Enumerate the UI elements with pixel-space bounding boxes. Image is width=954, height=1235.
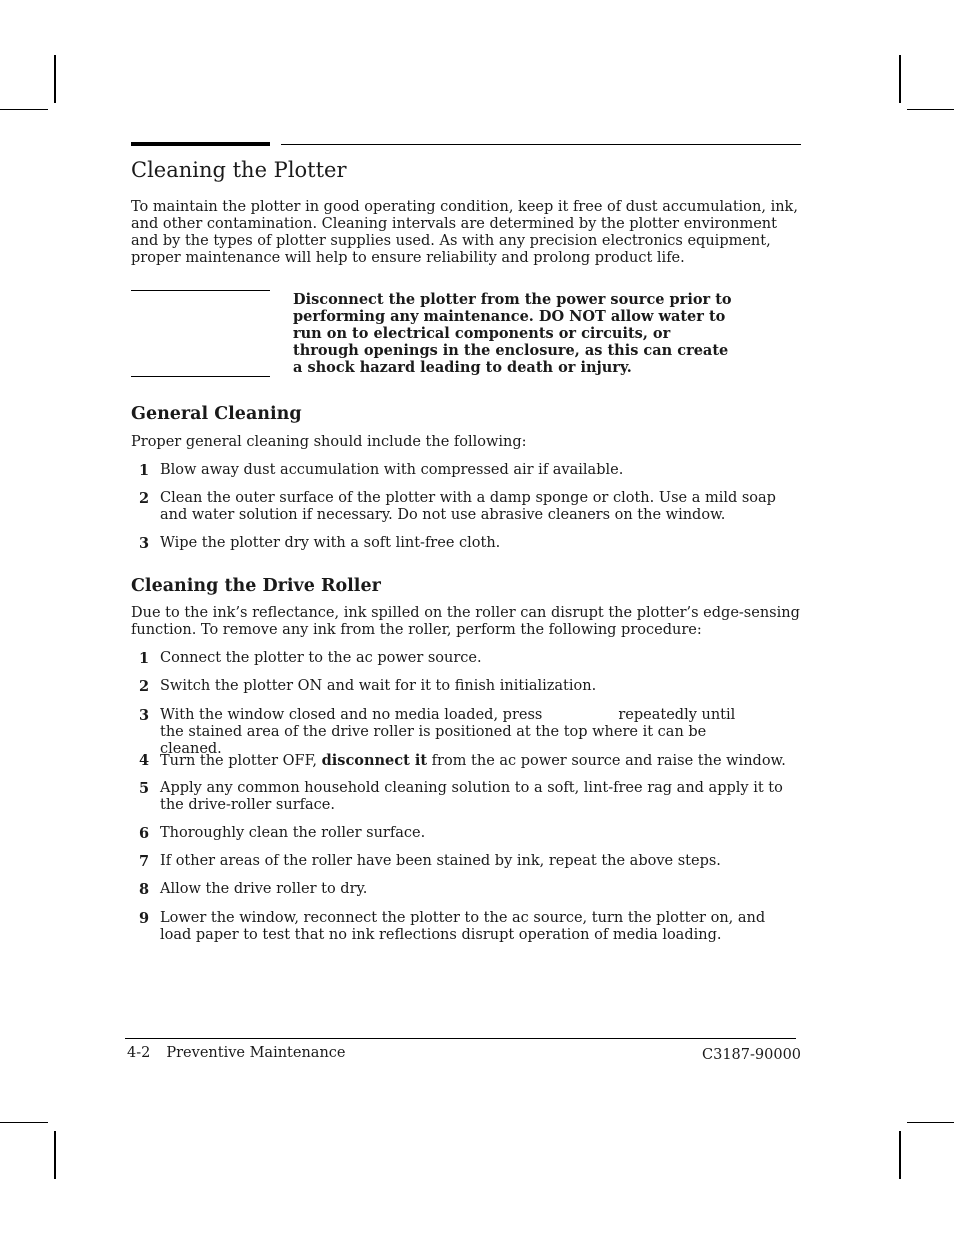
step-text: Apply any common household cleaning solution to a soft, lint-free rag and apply it to the drive-roller surface.: [160, 780, 783, 813]
crop-mark: [899, 1131, 901, 1179]
footer-section: [127, 1045, 346, 1061]
footer-doc-id: C3187-90000: [702, 1047, 802, 1063]
header-rule-thin: [281, 144, 801, 145]
crop-mark: [907, 109, 954, 110]
step-text-part: repeatedly until the stained area of the drive roller is positioned at the top where it can be cleaned.: [160, 707, 736, 757]
step-text: [160, 707, 750, 758]
step-number: 2: [139, 490, 150, 507]
step-text: If other areas of the roller have been stained by ink, repeat the above steps.: [160, 853, 721, 869]
page-title: Cleaning the Plotter: [131, 158, 347, 182]
step-number: 5: [139, 780, 150, 797]
step-number: 7: [139, 853, 150, 870]
step-number: 8: [139, 881, 150, 898]
drive-roller-lead: Due to the ink’s reflectance, ink spilled on the roller can disrupt the plotter’s edge-sensing function. To remove any ink from the roller, perform the following procedure:: [131, 605, 800, 638]
step-text-bold: disconnect it: [321, 752, 428, 769]
crop-mark: [54, 55, 56, 103]
general-cleaning-lead: Proper general cleaning should include the following:: [131, 434, 527, 450]
step-text: Lower the window, reconnect the plotter to the ac source, turn the plotter on, and load paper to test that no ink reflections disrupt operation of media loading.: [160, 910, 766, 943]
step-text: Thoroughly clean the roller surface.: [160, 825, 426, 841]
step-number: 1: [139, 650, 150, 667]
step-number: 9: [139, 910, 150, 927]
step-text-part: With the window closed and no media loaded, press: [160, 707, 543, 723]
footer-rule: [125, 1038, 796, 1039]
crop-mark: [899, 55, 901, 103]
step-number: 3: [139, 707, 150, 724]
step-text: [160, 752, 800, 770]
drive-roller-heading: Cleaning the Drive Roller: [131, 576, 381, 596]
step-text: Connect the plotter to the ac power source.: [160, 650, 482, 666]
step-text-part: from the ac power source and raise the window.: [431, 753, 786, 769]
step-number: 3: [139, 535, 150, 552]
step-number: 4: [139, 752, 150, 769]
warning-rule-top: [131, 290, 270, 291]
crop-mark: [0, 1122, 48, 1123]
general-cleaning-heading: General Cleaning: [131, 404, 302, 424]
warning-rule-bottom: [131, 376, 270, 377]
step-text: Wipe the plotter dry with a soft lint-free cloth.: [160, 535, 501, 551]
step-number: 6: [139, 825, 150, 842]
crop-mark: [907, 1122, 954, 1123]
intro-paragraph: To maintain the plotter in good operating condition, keep it free of dust accumulation, ink, and other contamination. Cleaning intervals are determined by the plotter environment and by the types of plotter supplies used. As with any precision electronics equipment, proper maintenance will help to ensure reliability and prolong product life.: [131, 199, 798, 266]
header-rule-thick: [131, 142, 270, 146]
step-number: 1: [139, 462, 150, 479]
crop-mark: [54, 1131, 56, 1179]
step-text: Blow away dust accumulation with compressed air if available.: [160, 462, 624, 478]
footer-section-title: Preventive Maintenance: [166, 1045, 346, 1061]
step-text-part: Turn the plotter OFF,: [160, 753, 318, 769]
step-text: Switch the plotter ON and wait for it to finish initialization.: [160, 678, 597, 694]
footer-page-number: 4-2: [127, 1045, 151, 1061]
warning-text: Disconnect the plotter from the power source prior to performing any maintenance. DO NOT allow water to run on to electrical components or circuits, or through openings in the enclosure, as this can create a shock hazard leading to death or injury.: [293, 291, 732, 376]
step-text: Clean the outer surface of the plotter with a damp sponge or cloth. Use a mild soap and water solution if necessary. Do not use abrasive cleaners on the window.: [160, 490, 776, 523]
step-number: 2: [139, 678, 150, 695]
crop-mark: [0, 109, 48, 110]
step-text: Allow the drive roller to dry.: [160, 881, 368, 897]
